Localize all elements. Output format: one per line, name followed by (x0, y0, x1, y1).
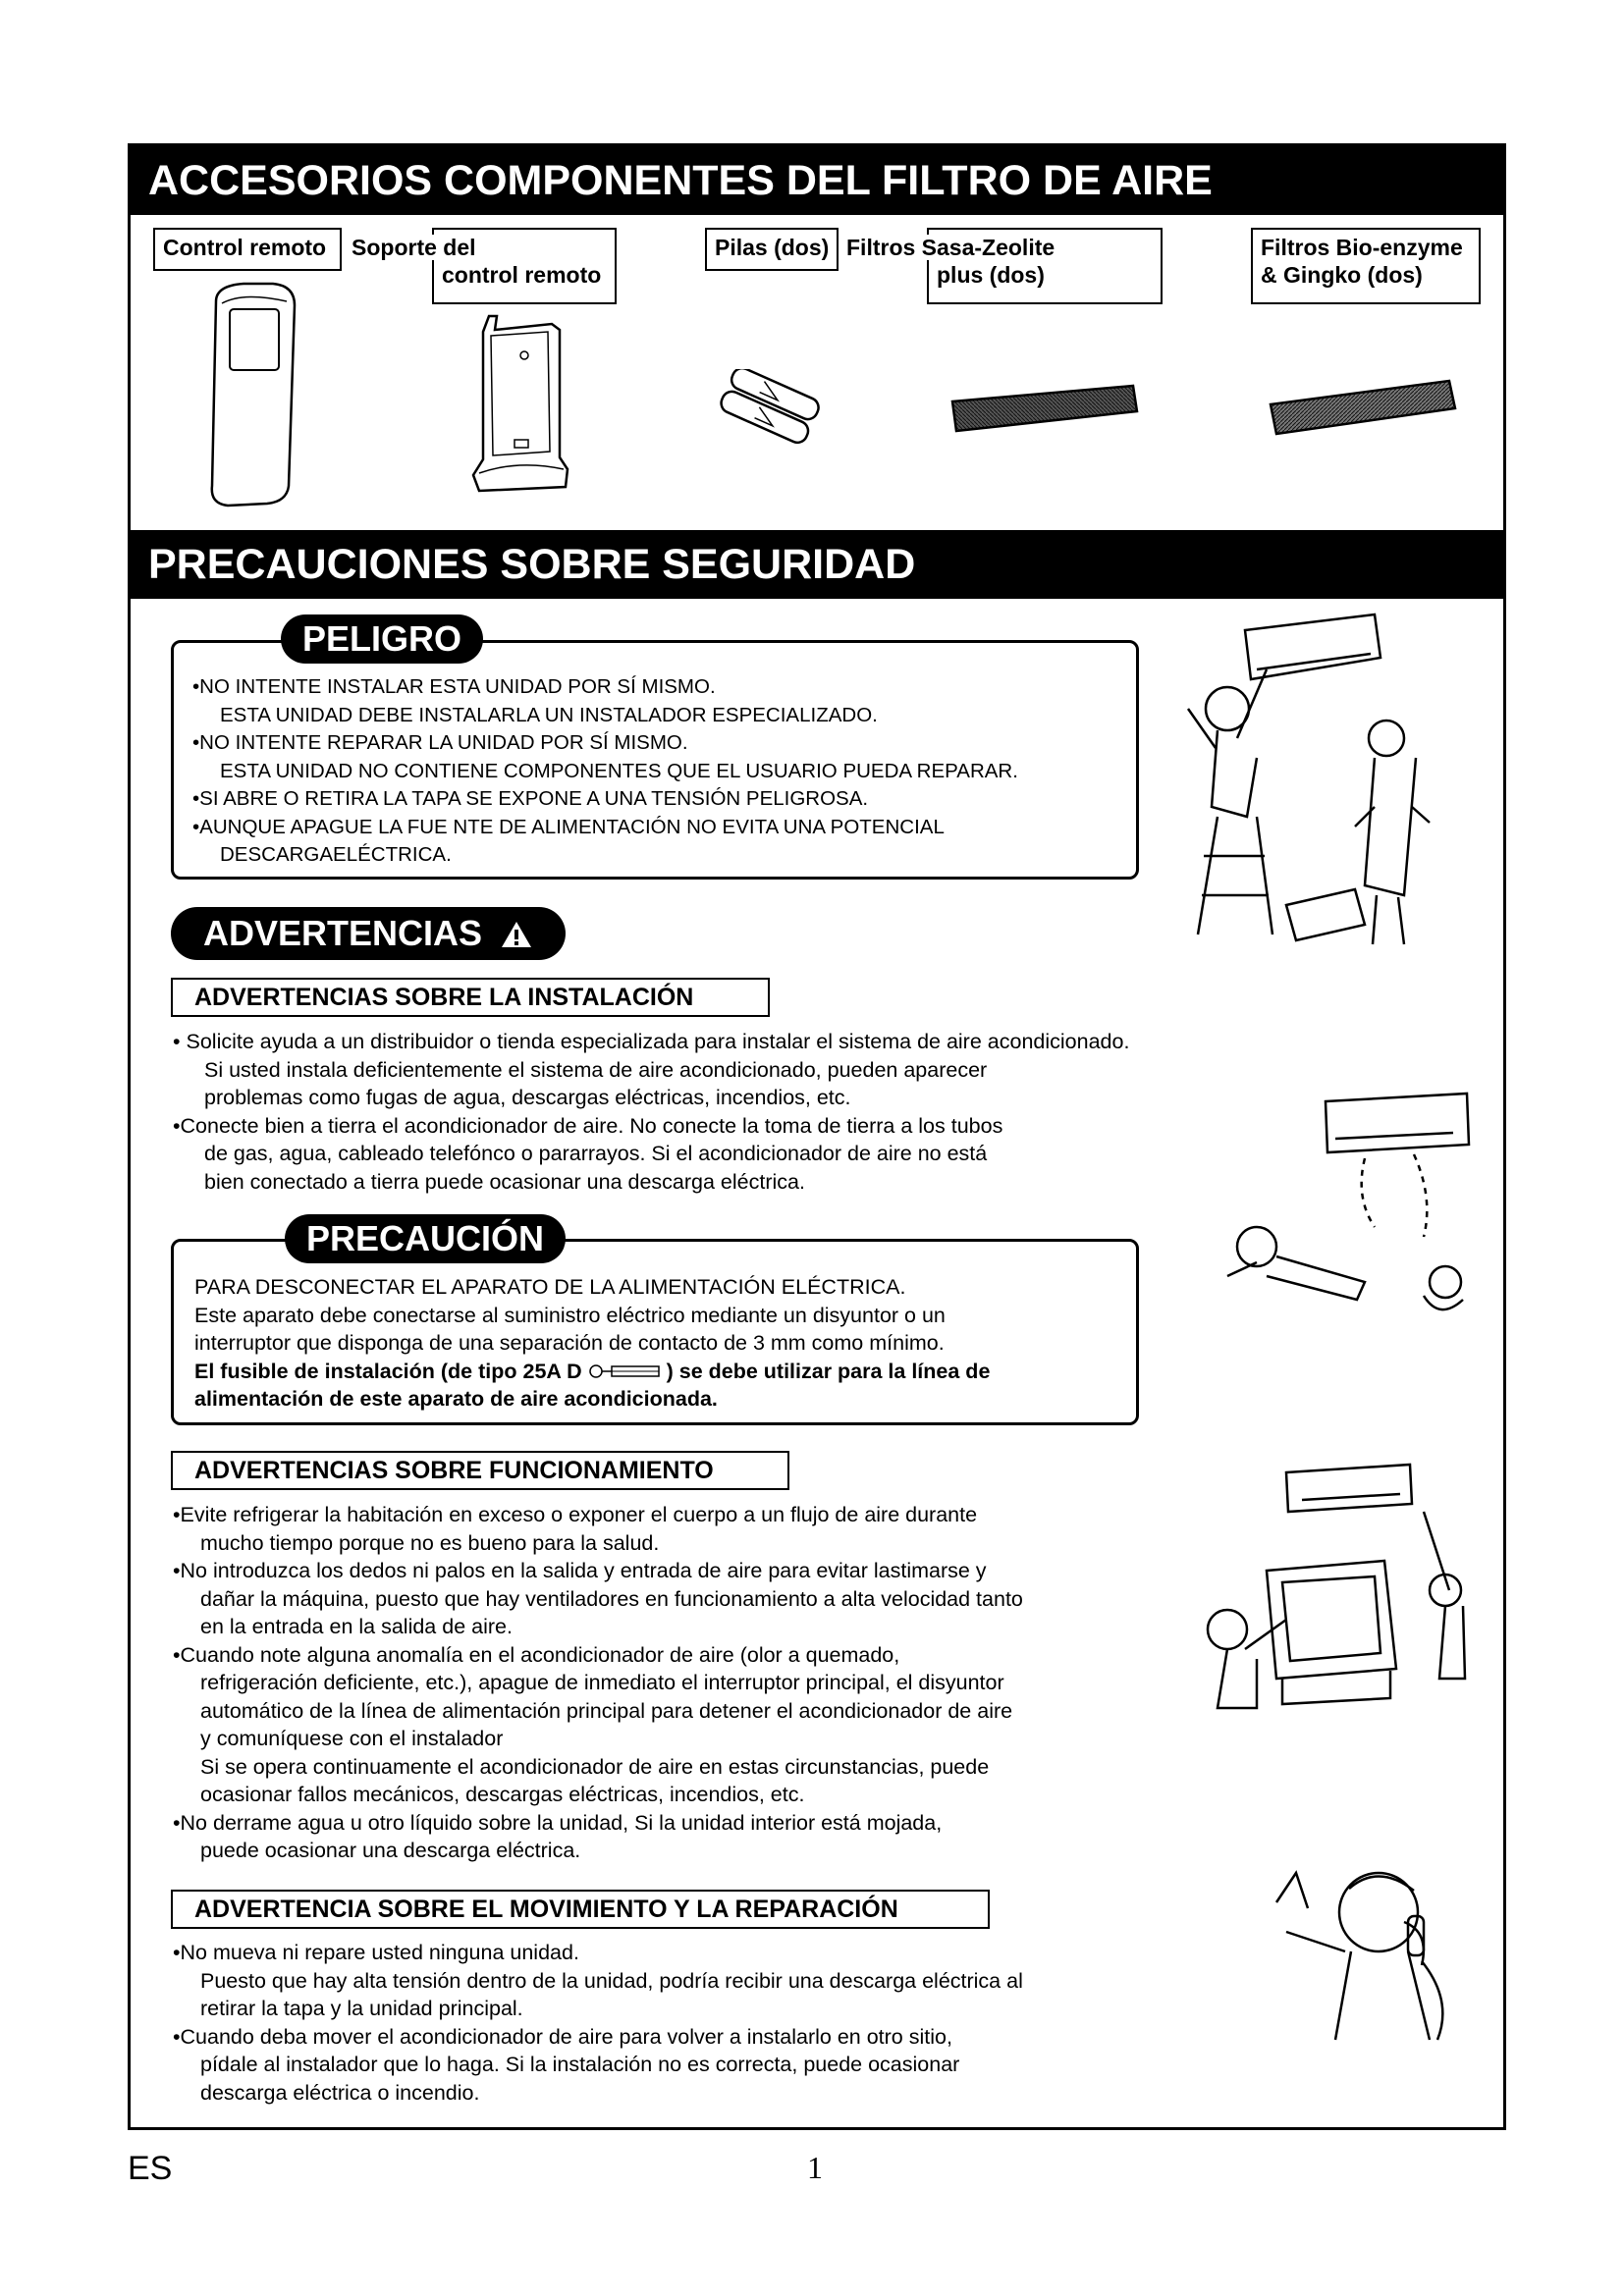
operation-line: Si se opera continuamente el acondicionador de aire en estas circunstancias, puede (200, 1754, 990, 1779)
accessories-title: ACCESORIOS COMPONENTES DEL FILTRO DE AIRE (131, 146, 1503, 215)
ac-and-child-illustration (1218, 1090, 1483, 1325)
peligro-line: •NO INTENTE INSTALAR ESTA UNIDAD POR SÍ MISMO. (192, 675, 716, 698)
operation-line: •Evite refrigerar la habitación en exceso o exponer el cuerpo a un flujo de aire durante (173, 1503, 978, 1526)
advertencias-label: ADVERTENCIAS (171, 907, 566, 960)
installation-line: •Conecte bien a tierra el acondicionador de aire. No conecte la toma de tierra a los tubos (173, 1113, 1003, 1138)
installer-ladder-illustration (1159, 611, 1473, 964)
operation-line: dañar la máquina, puesto que hay ventiladores en funcionamiento a alta velocidad tanto (200, 1586, 1023, 1611)
remote-control-image (204, 280, 302, 510)
phone-call-illustration (1257, 1843, 1473, 2059)
sasa-zeolite-filter-image (947, 378, 1143, 437)
installation-line: • Solicite ayuda a un distribuidor o tienda especializada para instalar el sistema de aire acondicionado. (173, 1030, 1130, 1053)
operation-line: •Cuando note alguna anomalía en el acondicionador de aire (olor a quemado, (173, 1642, 900, 1667)
precaucion-line: PARA DESCONECTAR EL APARATO DE LA ALIMENTACIÓN ELÉCTRICA. (194, 1275, 906, 1299)
peligro-line: •NO INTENTE REPARAR LA UNIDAD POR SÍ MISMO. (192, 731, 688, 754)
operation-line: •No derrame agua u otro líquido sobre la unidad, Si la unidad interior está mojada, (173, 1810, 943, 1835)
remote-holder-image (469, 312, 577, 499)
precaucion-text (194, 1273, 990, 1414)
operation-line: y comuníquese con el instalador (200, 1727, 504, 1750)
moving-line: descarga eléctrica o incendio. (200, 2080, 480, 2105)
fuse-line: El fusible de instalación (de tipo 25A D ) se debe utilizar para la línea de (194, 1359, 991, 1383)
accessory-label-remote: Control remoto (153, 228, 342, 271)
moving-heading: ADVERTENCIA SOBRE EL MOVIMIENTO Y LA REPARACIÓN (171, 1890, 990, 1929)
installation-line: problemas como fugas de agua, descargas eléctricas, incendios, etc. (204, 1086, 851, 1109)
moving-line: •No mueva ni repare usted ninguna unidad. (173, 1941, 579, 1964)
accessory-label-sasa-filters: Filtros Sasa-Zeolite plus (dos) (927, 228, 1163, 304)
installation-line: bien conectado a tierra puede ocasionar una descarga eléctrica. (204, 1169, 805, 1194)
operation-line: puede ocasionar una descarga eléctrica. (200, 1839, 581, 1862)
moving-line: Puesto que hay alta tensión dentro de la unidad, podría recibir una descarga eléctrica al (200, 1968, 1023, 1993)
operation-line: •No introduzca los dedos ni palos en la salida y entrada de aire para evitar lastimarse y (173, 1559, 987, 1582)
fuse-line-2: alimentación de este aparato de aire acondicionada. (194, 1387, 718, 1411)
bio-enzyme-filter-image (1265, 375, 1461, 440)
language-code: ES (128, 2150, 173, 2187)
accessory-label-batteries: Pilas (dos) (705, 228, 839, 271)
accessory-label-bio-filters: Filtros Bio-enzyme & Gingko (dos) (1251, 228, 1481, 304)
installation-text (173, 1028, 1129, 1196)
moving-line: retirar la tapa y la unidad principal. (200, 1997, 523, 2020)
operation-text (173, 1501, 1023, 1865)
operation-line: automático de la línea de alimentación principal para detener el acondicionador de aire (200, 1698, 1013, 1723)
operation-heading: ADVERTENCIAS SOBRE FUNCIONAMIENTO (171, 1451, 789, 1490)
operation-line: mucho tiempo porque no es bueno para la salud. (200, 1530, 660, 1555)
moving-line: pídale al instalador que lo haga. Si la instalación no es correcta, puede ocasionar (200, 2053, 960, 2076)
peligro-line: DESCARGAELÉCTRICA. (220, 843, 452, 866)
page-number: 1 (807, 2150, 823, 2185)
moving-line: •Cuando deba mover el acondicionador de aire para volver a instalarlo en otro sitio, (173, 2024, 952, 2049)
safety-title: PRECAUCIONES SOBRE SEGURIDAD (131, 530, 1503, 599)
peligro-text (192, 673, 1018, 870)
batteries-image (715, 369, 829, 448)
installation-heading: ADVERTENCIAS SOBRE LA INSTALACIÓN (171, 978, 770, 1017)
precaucion-line: interruptor que disponga de una separación de contacto de 3 mm como mínimo. (194, 1331, 945, 1355)
fuse-symbol-icon (588, 1362, 667, 1380)
accessory-label-holder: Soporte del control remoto (432, 228, 617, 304)
children-ac-illustration (1188, 1443, 1483, 1737)
warning-triangle-icon (500, 920, 533, 949)
operation-line: refrigeración deficiente, etc.), apague de inmediato el interruptor principal, el disyuntor (200, 1671, 1004, 1694)
precaucion-line: Este aparato debe conectarse al suministro eléctrico mediante un disyuntor o un (194, 1303, 946, 1327)
precaucion-label: PRECAUCIÓN (285, 1214, 566, 1263)
installation-line: de gas, agua, cableado telefónco o pararrayos. Si el acondicionador de aire no está (204, 1142, 988, 1165)
peligro-label: PELIGRO (281, 614, 483, 664)
peligro-line: •AUNQUE APAGUE LA FUE NTE DE ALIMENTACIÓN NO EVITA UNA POTENCIAL (192, 815, 945, 838)
peligro-line: ESTA UNIDAD DEBE INSTALARLA UN INSTALADOR ESPECIALIZADO. (220, 703, 878, 726)
operation-line: en la entrada en la salida de aire. (200, 1615, 513, 1638)
installation-line: Si usted instala deficientemente el sistema de aire acondicionado, pueden aparecer (204, 1057, 988, 1082)
peligro-line: •SI ABRE O RETIRA LA TAPA SE EXPONE A UNA TENSIÓN PELIGROSA. (192, 787, 869, 810)
operation-line: ocasionar fallos mecánicos, descargas eléctricas, incendios, etc. (200, 1783, 805, 1806)
moving-text (173, 1939, 1023, 2107)
peligro-line: ESTA UNIDAD NO CONTIENE COMPONENTES QUE EL USUARIO PUEDA REPARAR. (220, 759, 1018, 782)
